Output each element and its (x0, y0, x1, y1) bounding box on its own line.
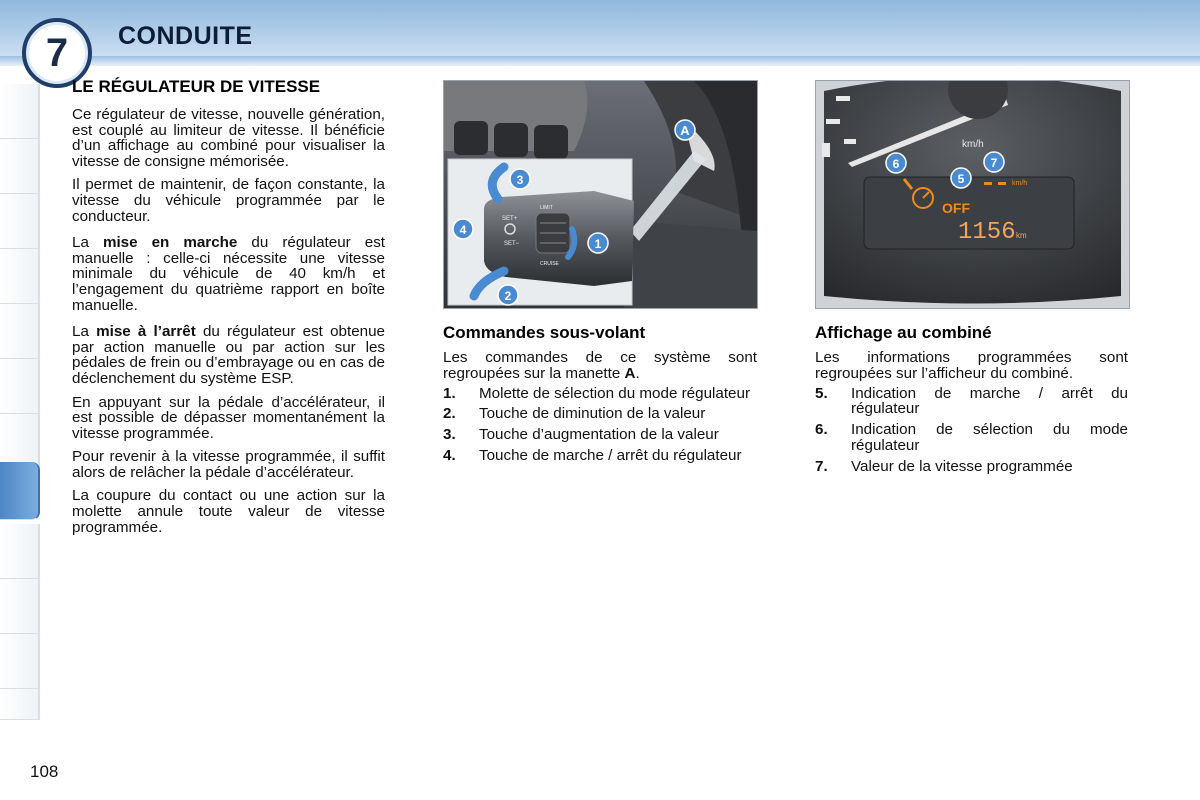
chapter-tab[interactable] (0, 249, 40, 304)
svg-text:6: 6 (892, 157, 900, 171)
svg-text:3: 3 (516, 173, 524, 187)
callout-7 (984, 152, 1004, 172)
paragraph: Pour revenir à la vitesse programmée, il suffit alors de relâcher la pédale d’accélérateur. (72, 448, 385, 481)
paragraph: Il permet de maintenir, de façon constante, la vitesse du véhicule programmée par le conducteur. (72, 176, 385, 225)
callout-5 (951, 168, 971, 188)
callout-6 (886, 153, 906, 173)
paragraph: La mise en marche du régulateur est manuelle : celle-ci nécessite une vitesse minimale du véhicule de 40 km/h et l’engagement du quatrième rapport en boîte manuelle. (72, 234, 386, 314)
chapter-tab[interactable] (0, 524, 40, 579)
limit-label: LIMIT (540, 205, 553, 211)
list-item: 4. Touche de marche / arrêt du régulateur (443, 446, 742, 464)
svg-text:4: 4 (459, 223, 467, 237)
chapter-tab[interactable] (0, 579, 40, 634)
chapter-title: CONDUITE (118, 22, 253, 50)
list-item: 1. Molette de sélection du mode régulateur (443, 384, 751, 402)
list-item: 5. Indication de marche / arrêt du régulateur (815, 384, 1128, 418)
callout-1 (588, 233, 608, 253)
list-item: 6. Indication de sélection du mode régulateur (815, 421, 1128, 454)
odometer-unit: km (1016, 231, 1027, 240)
set-plus-label: SET+ (502, 216, 518, 222)
chapter-tabs (0, 84, 40, 720)
cluster-display-text (815, 350, 1128, 480)
svg-text:2: 2 (504, 289, 512, 303)
chapter-tab[interactable] (0, 359, 40, 414)
list-item: 2. Touche de diminution de la valeur (443, 405, 706, 423)
off-indicator: OFF (942, 200, 970, 216)
svg-text:1: 1 (594, 237, 602, 251)
chapter-tab[interactable] (0, 689, 40, 720)
callout-4 (453, 219, 473, 239)
intro-paragraph: Les commandes de ce système sont regroupées sur la manette A. (443, 349, 757, 382)
cluster-display-figure (815, 80, 1130, 309)
section-title: LE RÉGULATEUR DE VITESSE (72, 77, 321, 96)
chapter-tab[interactable] (0, 194, 40, 249)
svg-text:5: 5 (957, 172, 965, 186)
chapter-tab[interactable] (0, 304, 40, 359)
svg-text:7: 7 (990, 156, 998, 170)
chapter-tab[interactable] (0, 84, 40, 139)
stalk-controls-text (443, 350, 757, 469)
callout-3 (510, 169, 530, 189)
cruise-label: CRUISE (540, 261, 559, 267)
section-heading: Affichage au combiné (815, 323, 992, 342)
chapter-tab[interactable] (0, 634, 40, 689)
chapter-tab-active[interactable] (0, 462, 40, 520)
stalk-controls-figure (443, 80, 758, 309)
cluster-illustration (816, 81, 1129, 308)
chapter-number-badge: 7 (22, 18, 92, 88)
left-column (72, 78, 385, 543)
paragraph: En appuyant sur la pédale d’accélérateur, il est possible de dépasser momentanément la vitesse programmée. (72, 393, 385, 442)
page-number: 108 (30, 762, 59, 781)
odometer-value: 1156 (958, 219, 1016, 246)
callout-2 (498, 285, 518, 305)
chapter-tab[interactable] (0, 139, 40, 194)
speed-unit-label: km/h (962, 139, 984, 150)
stalk-illustration (444, 81, 757, 308)
paragraph: Ce régulateur de vitesse, nouvelle génération, est couplé au limiteur de vitesse. Il bénéficie d’un affichage au combiné pour visualiser la vitesse de consigne mémorisée. (72, 106, 385, 170)
paragraph: La coupure du contact ou une action sur la molette annule toute valeur de vitesse programmée. (72, 487, 385, 536)
svg-text:A: A (680, 123, 690, 138)
list-item: 7. Valeur de la vitesse programmée (815, 457, 1073, 475)
section-heading: Commandes sous-volant (443, 323, 646, 342)
callout-a (675, 120, 695, 140)
display-speed-unit: km/h (1012, 180, 1028, 187)
list-item: 3. Touche d’augmentation de la valeur (443, 426, 719, 444)
set-minus-label: SET− (504, 241, 520, 247)
paragraph: La mise à l’arrêt du régulateur est obtenue par action manuelle ou par action sur les pédales de frein ou d’embrayage ou en cas de déclenchement du système ESP. (72, 323, 385, 387)
intro-paragraph: Les informations programmées sont regroupées sur l’afficheur du combiné. (815, 349, 1128, 382)
chapter-tab[interactable] (0, 414, 40, 469)
header-strip (0, 56, 1200, 66)
